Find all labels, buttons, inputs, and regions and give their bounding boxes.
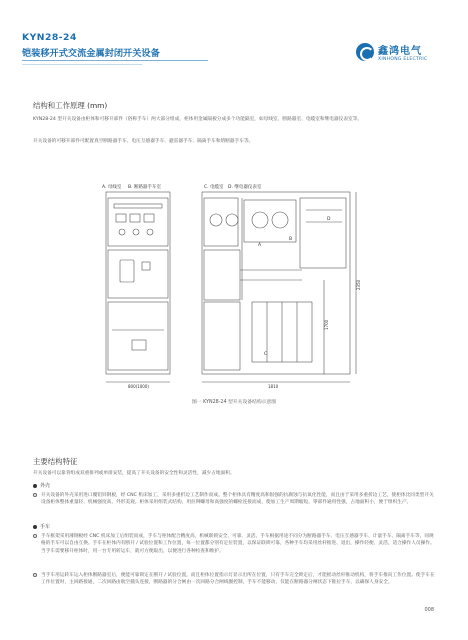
breaker-truck xyxy=(204,250,240,300)
label-a: A. 母线室 xyxy=(102,185,122,190)
cabinet-heading-text: 外壳 xyxy=(40,483,51,489)
brand-name-cn: 鑫鸿电气 xyxy=(378,46,422,57)
cabinet-description-text: 开关设备的外壳采用进口覆铝锌钢板，经 CNC 机床加工，采用多重折边工艺制作而成。整个柜体具有精度高和很强的抗腐蚀与抗氧化性能，而且由于采用多重折边工艺，使柜体比同类型开关设备柜体整体重量轻、机械强度高、外形美观。柜体采用组装式结构，用拉铆螺母和高强度的螺栓连接而成，使加工生产周期缩短，零部件通用性强，占地面积小，便于组织生产。 xyxy=(41,493,434,506)
dimension-height: 2350 xyxy=(356,279,361,290)
cabinet-description xyxy=(33,492,437,507)
label-b: B. 断路器手车室 xyxy=(128,185,161,190)
truck-description-1-text: 手车框架采用薄钢板经 CNC 机床加工后组装而成，手车与柜体配合精度高，机械联锁安全、可靠、灵活。手车根据用途不同分为断路器手车、电压互感器手车、计量手车、隔离手车等，同规格的手车可以自由互换。手车在柜体内有断开 / 试验位置和工作位置，每一位置都分别有定位装置，以保证联锁可靠，各种手车均采用丝杆推进、退出，操作轻便、灵活，适合操作人员操作。当手车需要移开柜体时，用一台专用转运车，就可方便取出，以便进行各种检查和维护。 xyxy=(41,534,435,554)
cabinet-heading xyxy=(33,482,50,489)
section-heading-features: 主要结构特征 xyxy=(33,457,78,466)
drawing-caption: 图一 KYN28-24 型开关设备结构示意图 xyxy=(191,400,277,405)
truck-heading xyxy=(33,523,50,530)
title-block xyxy=(22,32,160,59)
zone-c-marker: C xyxy=(264,352,268,357)
brand-logo-text xyxy=(378,42,427,62)
circle-bullet-icon xyxy=(33,493,37,497)
brand-logo xyxy=(356,42,427,62)
truck-heading-text: 手车 xyxy=(40,524,51,530)
label-d: D. 继电器仪表室 xyxy=(228,185,262,190)
section-heading-structure: 结构和工作原理 (mm) xyxy=(33,101,108,110)
brand-name-en: XINHONG ELECTRIC xyxy=(378,57,428,62)
switchgear-drawing xyxy=(92,180,362,392)
dimension-width-right: 1810 xyxy=(268,384,279,389)
bullet-dot-icon xyxy=(33,525,37,529)
brand-logo-icon xyxy=(356,43,374,61)
circle-bullet-icon xyxy=(33,534,37,538)
bullet-dot-icon xyxy=(33,484,37,488)
header-divider xyxy=(22,60,208,61)
busbar-compartment xyxy=(300,198,346,268)
label-c: C. 电缆室 xyxy=(204,185,224,190)
dimension-width-left: 800(1000) xyxy=(128,384,149,389)
header-divider-thin xyxy=(22,64,142,65)
zone-a-marker: A xyxy=(258,243,262,248)
front-view-outline xyxy=(106,192,170,374)
zone-d-marker: D xyxy=(327,217,331,222)
truck-description-2-text: 当手车用运转车运入柜体断路器室后，便能可靠锁定在断开 / 试验位置，而且柜体位置指示灯显示出所在位置，只有手车完全锁定后，才能摇动丝杆推动机构，将手车推向工作位置。使手车在工作位置时，主回路接通，二次回路由航空插头连接，断路器的分合闸由一次回路分合闸线圈控制，手车不能移动，仅能在断路器分闸状态下推拉手车，以确保人身安全。 xyxy=(41,573,435,586)
page-number: 008 xyxy=(424,607,434,613)
product-model-title: KYN28-24 xyxy=(22,32,77,43)
page-header xyxy=(0,0,468,78)
cable-compartment-door xyxy=(108,302,168,370)
features-intro: 开关设备可以靠背组成双重排列或单排安装，提高了开关设备的安全性和灵活性，减少占地面积。 xyxy=(33,471,235,476)
truck-description-1 xyxy=(33,533,437,555)
dimension-inner: 1700 xyxy=(324,319,329,330)
breaker-compartment-door xyxy=(108,250,168,298)
switchgear-diagram xyxy=(92,180,362,392)
circle-bullet-icon xyxy=(33,573,37,577)
structure-paragraph-2: 开关设备的可移开部件可配置真空断路器手车、电压互感器手车、避雷器手车、隔离手车和熔断器手车等。 xyxy=(33,139,254,144)
zone-b-marker: B xyxy=(289,237,293,242)
truck-description-2 xyxy=(33,572,437,587)
product-subtitle: 铠装移开式交流金属封闭开关设备 xyxy=(22,48,160,59)
structure-paragraph-1: KYN28-24 型开关设备由柜体和可移开部件（俗称手车）两大部分组成，柜体用金属隔板分成多个功能隔室，如母线室、断路器室、电缆室和继电器仪表室等。 xyxy=(33,117,363,122)
relay-compartment xyxy=(204,198,238,246)
